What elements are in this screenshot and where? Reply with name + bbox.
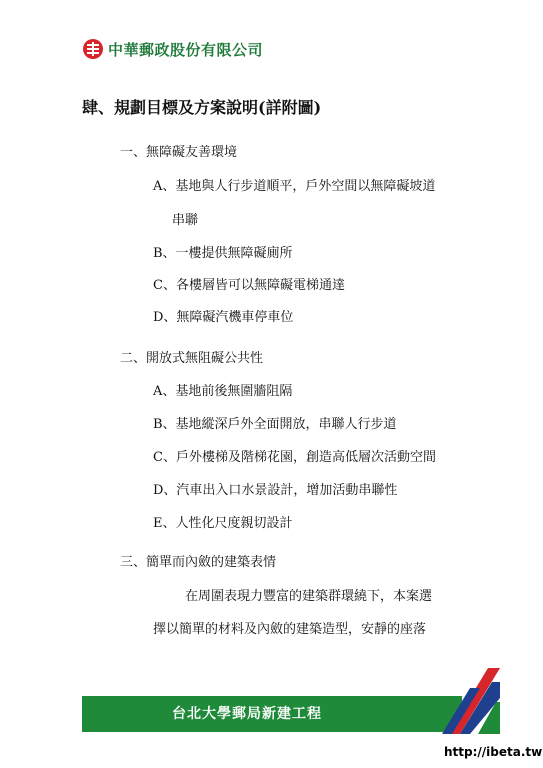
list-item: C、戶外樓梯及階梯花園，創造高低層次活動空間 <box>153 450 436 465</box>
section-title: 肆、規劃目標及方案說明(詳附圖) <box>82 98 322 117</box>
list-item: A、基地與人行步道順平，戶外空間以無障礙坡道 <box>153 179 436 194</box>
post-logo-icon <box>82 38 104 60</box>
list-item: B、一樓提供無障礙廁所 <box>153 246 293 261</box>
company-name: 中華郵政股份有限公司 <box>108 41 264 59</box>
list-item: E、人性化尺度親切設計 <box>153 516 293 531</box>
list-item-continuation: 串聯 <box>172 213 199 228</box>
list-item: B、基地縱深戶外全面開放，串聯人行步道 <box>153 417 397 432</box>
heading-accessible-environment: 一、無障礙友善環境 <box>120 145 238 160</box>
list-item: D、汽車出入口水景設計，增加活動串聯性 <box>153 483 398 498</box>
list-item: A、基地前後無圍牆阻隔 <box>153 384 293 399</box>
paragraph-line: 擇以簡單的材料及內斂的建築造型，安靜的座落 <box>153 622 427 637</box>
watermark-url: http://ibeta.tw <box>440 744 543 760</box>
footer-title: 台北大學郵局新建工程 <box>172 706 322 722</box>
list-item: C、各樓層皆可以無障礙電梯通達 <box>153 278 345 293</box>
list-item: D、無障礙汽機車停車位 <box>153 310 294 325</box>
paragraph-line: 在周圍表現力豐富的建築群環繞下，本案選 <box>185 589 433 604</box>
heading-simple-expression: 三、簡單而內斂的建築表情 <box>120 555 277 570</box>
stripe-decoration-icon <box>430 668 500 734</box>
heading-open-public-space: 二、開放式無阻礙公共性 <box>120 351 264 366</box>
